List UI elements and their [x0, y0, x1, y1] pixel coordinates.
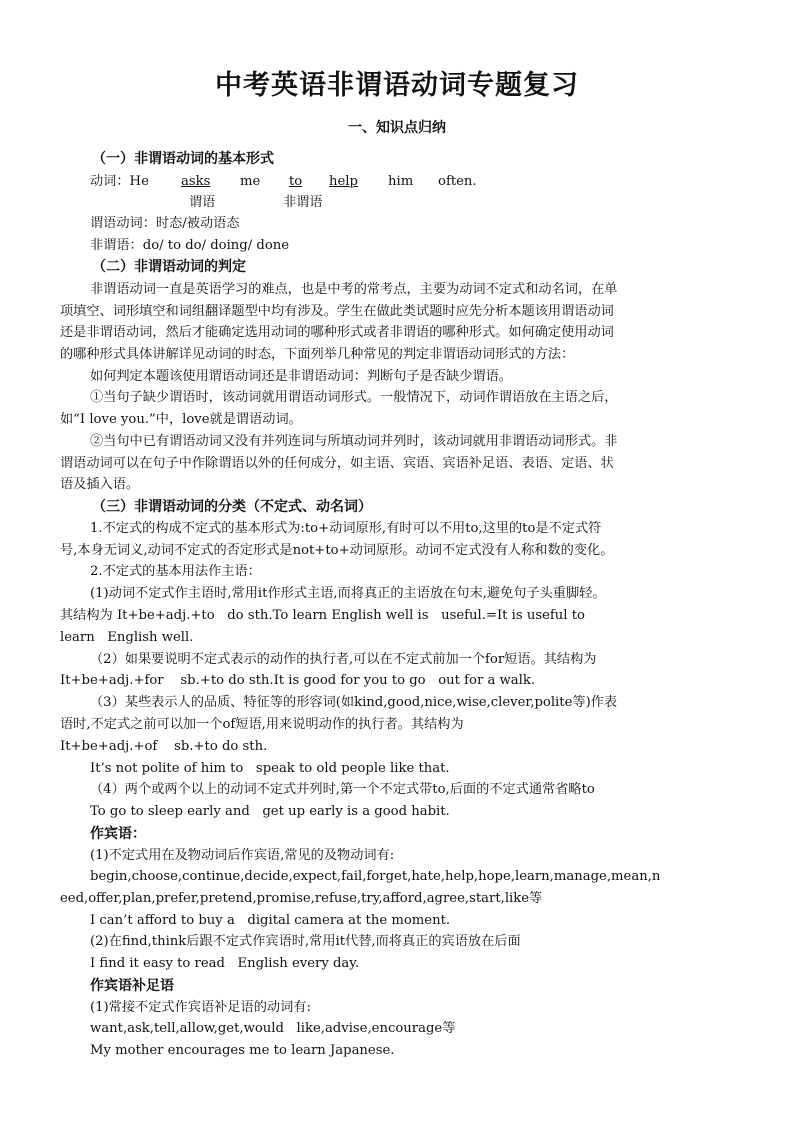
example-sentence — [90, 172, 780, 192]
example-word-me: me — [240, 174, 261, 189]
paragraph-line: 语及插入语。 — [60, 477, 140, 492]
verb-list-line: begin,choose,continue,decide,expect,fail,forget,hate,help,hope,learn,manage,mean,n — [90, 869, 661, 884]
example-word-help: help — [329, 174, 358, 189]
paragraph-line: It+be+adj.+for sb.+to do sth.It is good for you to go out for a walk. — [60, 673, 536, 688]
text-line: 谓语动词：时态/被动语态 — [90, 216, 240, 231]
paragraph-line: 谓语动词可以在句子中作除谓语以外的任何成分，如主语、宾语、宾语补足语、表语、定语、状 — [60, 456, 614, 471]
paragraph-line: learn English well. — [60, 630, 194, 645]
section-heading: 一、知识点归纳 — [348, 120, 446, 136]
paragraph-line: 其结构为 It+be+adj.+to do sth.To learn English well is useful.=It is useful to — [60, 608, 585, 623]
paragraph-line: (1)常接不定式作宾语补足语的动词有: — [90, 1000, 311, 1015]
example-word-him: him — [388, 174, 414, 189]
tag-nonpredicate: 非谓语 — [283, 195, 323, 210]
paragraph-line: 非谓语动词一直是英语学习的难点，也是中考的常考点，主要为动词不定式和动名词，在单 — [90, 282, 618, 297]
heading-classification: （三）非谓语动词的分类（不定式、动名词） — [92, 499, 372, 515]
heading-object-complement: 作宾语补足语 — [90, 978, 174, 994]
paragraph-line: （4）两个或两个以上的动词不定式并列时,第一个不定式带to,后面的不定式通常省略to — [90, 782, 595, 797]
example-line: I can’t afford to buy a digital camera at the moment. — [90, 913, 451, 928]
paragraph-line: （2）如果要说明不定式表示的动作的执行者,可以在不定式前加一个for短语。其结构为 — [90, 652, 597, 667]
example-word-asks: asks — [181, 174, 211, 189]
example-tags — [90, 193, 780, 213]
paragraph-line: 号,本身无词义,动词不定式的否定形式是not+to+动词原形。动词不定式没有人称和数的变化。 — [60, 543, 614, 558]
example-word-to: to — [289, 174, 303, 189]
verb-list-line: eed,offer,plan,prefer,pretend,promise,refuse,try,afford,agree,start,like等 — [60, 891, 543, 906]
page-title: 中考英语非谓语动词专题复习 — [215, 70, 579, 101]
paragraph-line: （3）某些表示人的品质、特征等的形容词(如kind,good,nice,wise,clever,polite等)作表 — [90, 695, 618, 710]
example-line: I find it easy to read English every day. — [90, 956, 360, 971]
paragraph-line: 项填空、词形填空和词组翻译题型中均有涉及。学生在做此类试题时应先分析本题该用谓语动词 — [60, 304, 614, 319]
heading-as-object: 作宾语： — [90, 826, 146, 842]
tag-predicate: 谓语 — [189, 195, 216, 210]
example-line: To go to sleep early and get up early is a good habit. — [90, 804, 450, 819]
paragraph-line: 1.不定式的构成不定式的基本形式为:to+动词原形,有时可以不用to,这里的to是不定式符 — [90, 521, 602, 536]
paragraph-line: 还是非谓语动词，然后才能确定选用动词的哪种形式或者非谓语的哪种形式。如何确定使用动词 — [60, 325, 614, 340]
text-line: 非谓语：do/ to do/ doing/ done — [90, 238, 290, 253]
paragraph-line: 语时,不定式之前可以加一个of短语,用来说明动作的执行者。其结构为 — [60, 717, 464, 732]
paragraph-line: 如“I love you.”中，love就是谓语动词。 — [60, 412, 302, 427]
example-label: 动词：He — [90, 174, 149, 189]
verb-list-line: want,ask,tell,allow,get,would like,advise,encourage等 — [90, 1021, 456, 1036]
paragraph-line: 如何判定本题该使用谓语动词还是非谓语动词：判断句子是否缺少谓语。 — [90, 369, 512, 384]
paragraph-line: It+be+adj.+of sb.+to do sth. — [60, 739, 268, 754]
paragraph-line: (1)不定式用在及物动词后作宾语,常见的及物动词有: — [90, 848, 395, 863]
paragraph-line: (1)动词不定式作主语时,常用it作形式主语,而将真正的主语放在句末,避免句子头重脚轻。 — [90, 586, 606, 601]
paragraph-line: ②当句中已有谓语动词又没有并列连词与所填动词并列时，该动词就用非谓语动词形式。非 — [90, 434, 618, 449]
paragraph-line: 2.不定式的基本用法作主语： — [90, 564, 261, 579]
heading-basic-forms: （一）非谓语动词的基本形式 — [92, 151, 274, 167]
example-line: My mother encourages me to learn Japanese. — [90, 1043, 395, 1058]
paragraph-line: 的哪种形式具体讲解详见动词的时态，下面列举几种常见的判定非谓语动词形式的方法： — [60, 347, 575, 362]
paragraph-line: (2)在find,think后跟不定式作宾语时,常用it代替,而将真正的宾语放在后面 — [90, 934, 521, 949]
paragraph-line: ①当句子缺少谓语时，该动词就用谓语动词形式。一般情况下，动词作谓语放在主语之后， — [90, 390, 618, 405]
heading-judgement: （二）非谓语动词的判定 — [92, 259, 246, 275]
example-word-often: often. — [438, 174, 477, 189]
example-line: It’s not polite of him to speak to old people like that. — [90, 761, 450, 776]
